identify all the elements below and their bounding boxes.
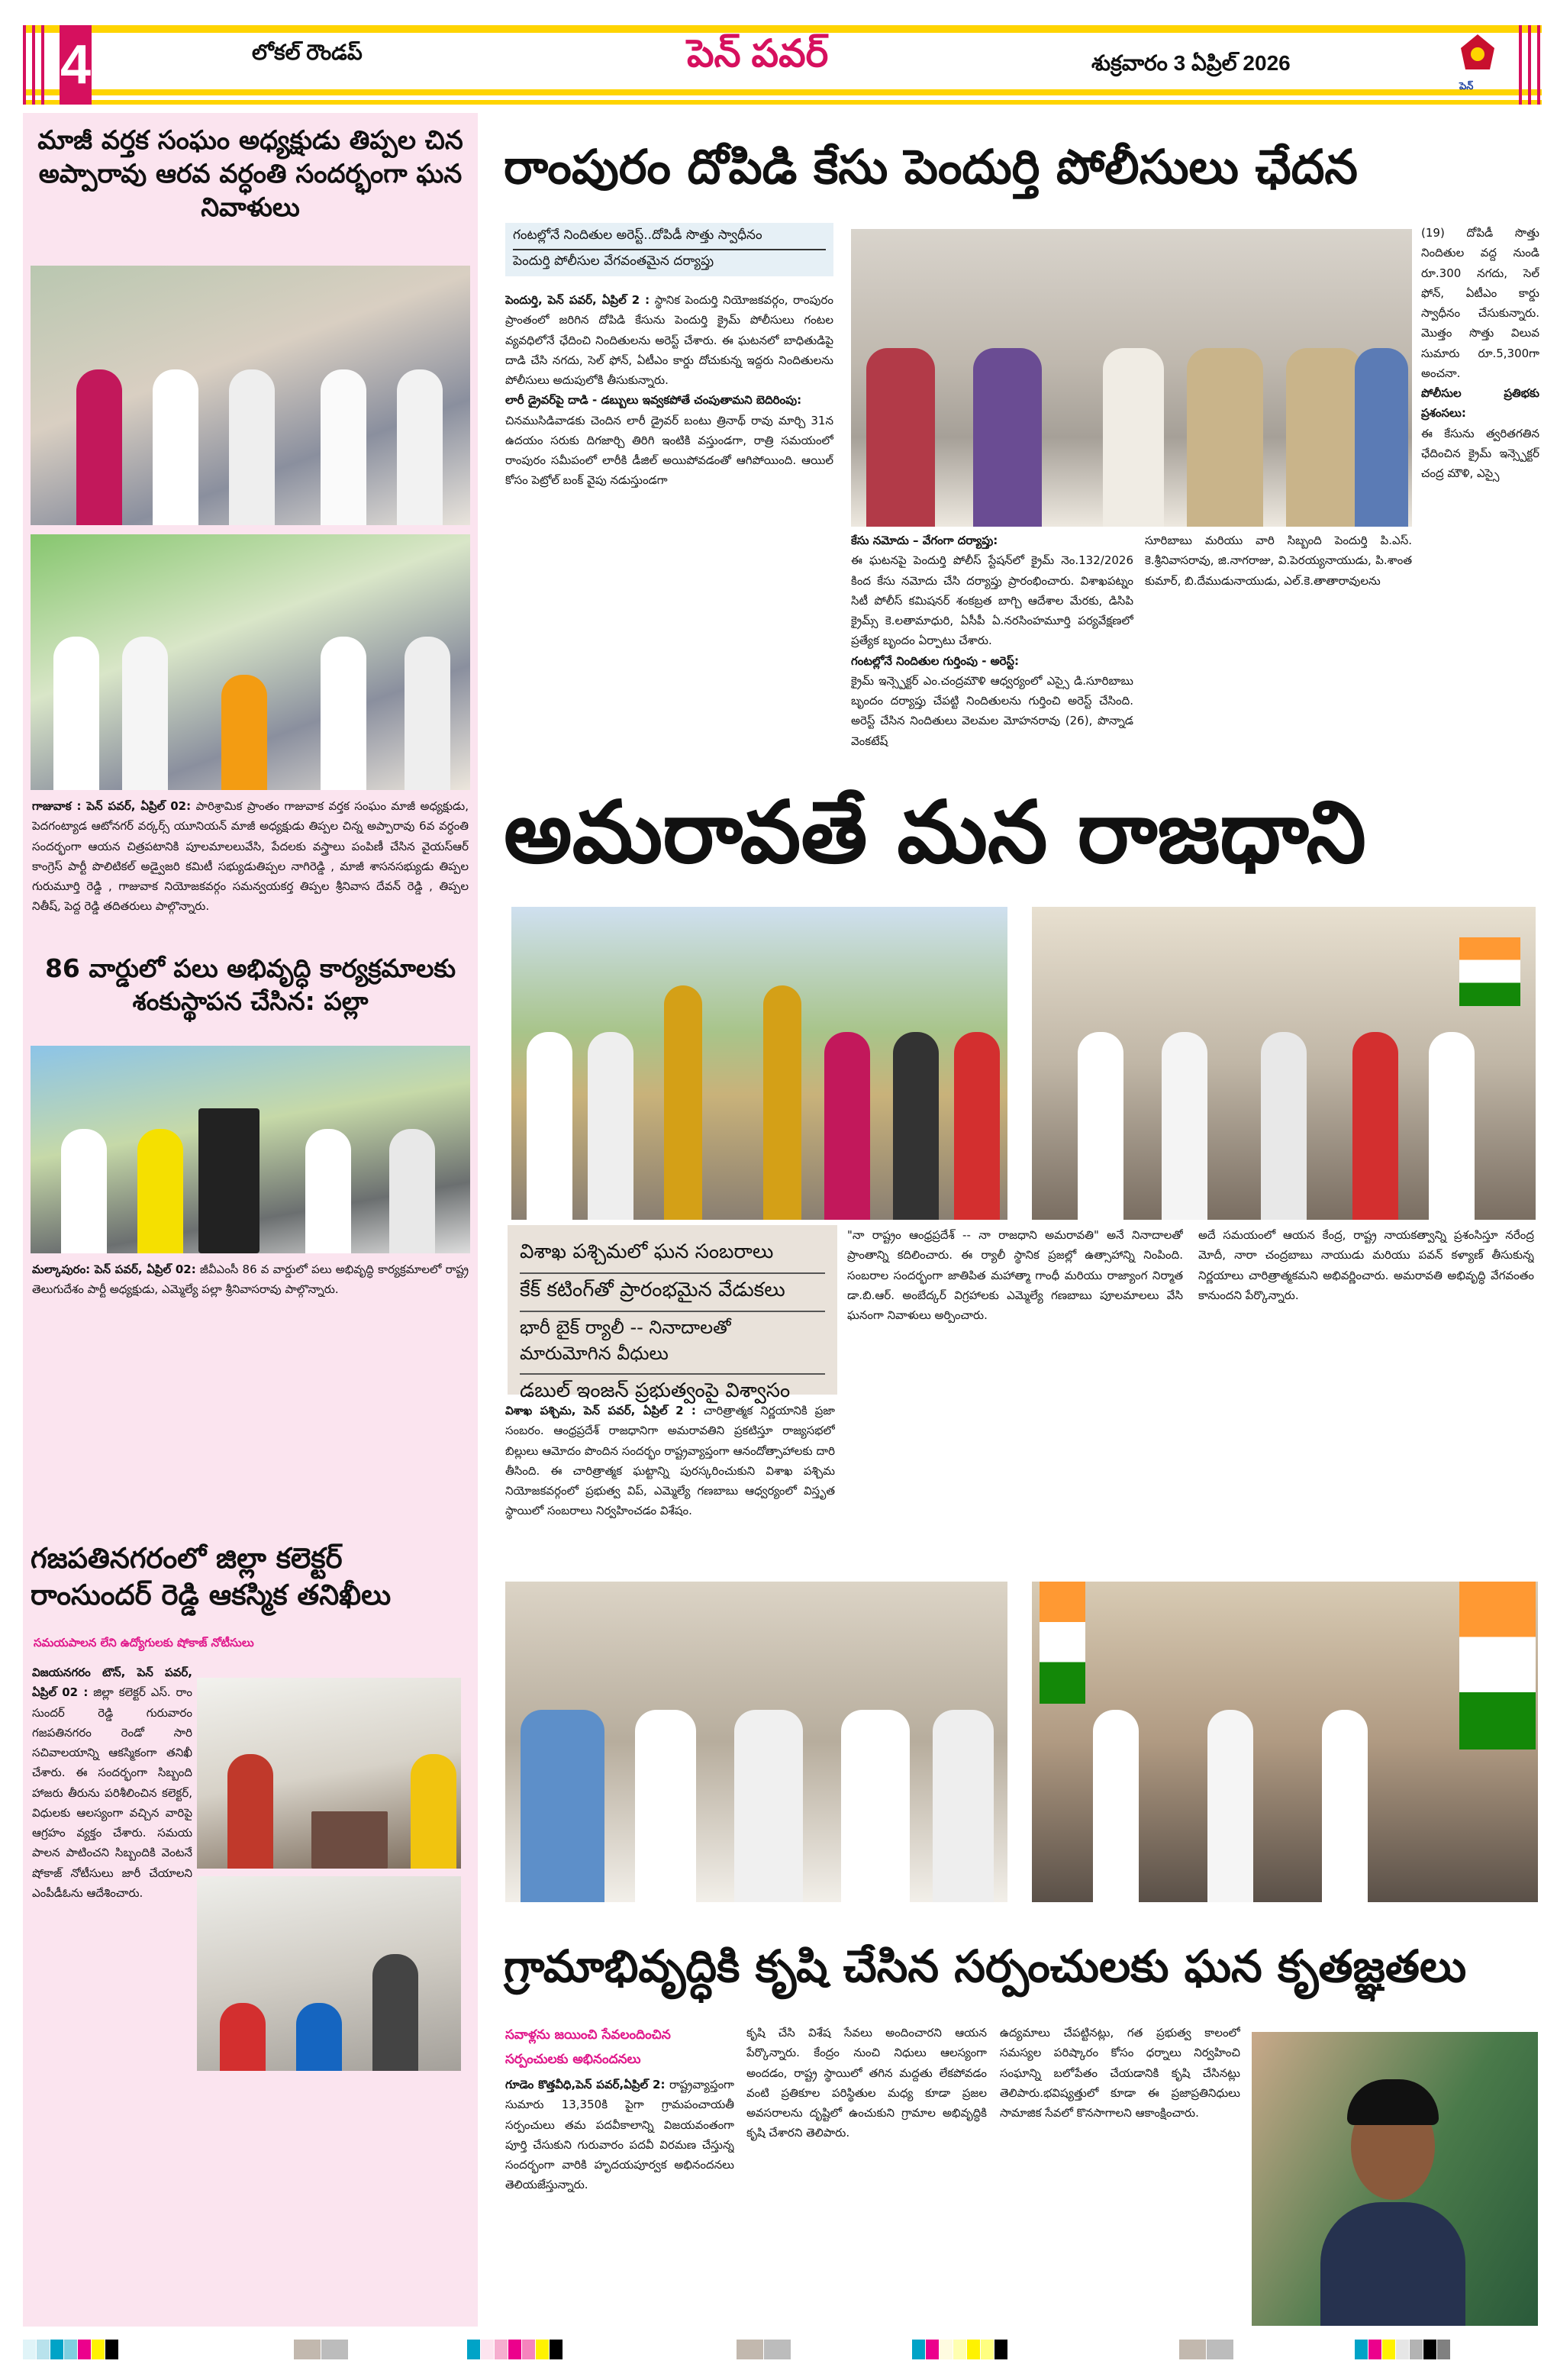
color-swatch xyxy=(64,2340,77,2359)
kicker-collector: సమయపాలన లేని ఉద్యోగులకు షోకాజ్ నోటీసులు xyxy=(34,1636,254,1650)
color-swatch xyxy=(1207,2340,1233,2359)
headline-sarpanch: గ్రామాభివృద్ధికి కృషి చేసిన సర్పంచులకు ఘన కృతజ్ఞతలు xyxy=(504,1940,1467,1992)
color-swatch xyxy=(926,2340,939,2359)
body-text: జిల్లా కలెక్టర్ ఎస్. రాం సుందర్ రెడ్డి గురువారం గజపతినగరం రెండో సారి సచివాలయాన్ని ఆకస్మికంగా తనిఖీ చేశారు. ఈ సందర్భంగా సిబ్బంది హాజరు తీరును పరిశీలించిన కలెక్టర్, విధులకు ఆలస్యంగా వచ్చిన వారిపై ఆగ్రహం వ్యక్తం చేశారు. సమయ పాలన పాటించని సిబ్బందికి వెంటనే షోకాజ్ నోటీసులు జారీ చేయాలని ఎంపీడీఓను ఆదేశించారు. xyxy=(32,1685,192,1900)
dateline: మల్కాపురం: పెన్ పవర్, ఏప్రిల్ 02: xyxy=(32,1263,196,1276)
color-swatch xyxy=(953,2340,966,2359)
section-title: లోకల్ రౌండప్ xyxy=(252,40,363,64)
article-body-amaravati xyxy=(505,1401,835,1569)
dateline: గూడెం కొత్తవీధి,పెన్ పవర్,ఏప్రిల్ 2: xyxy=(505,2078,666,2091)
color-swatch xyxy=(92,2340,105,2359)
color-swatch xyxy=(550,2340,563,2359)
color-swatch xyxy=(536,2340,549,2359)
body-text: "నా రాష్ట్రం ఆంధ్రప్రదేశ్ -- నా రాజధాని అమరావతి" అనే నినాదాలతో ప్రాంతాన్ని కదిలించారు. ఈ ర్యాలీ స్థానిక ప్రజల్లో ఉత్సాహాన్ని నింపింది. సంబరాల సందర్భంగా జాతిపిత మహాత్మా గాంధీ మరియు రాజ్యాంగ నిర్మాత డా.బి.ఆర్. అంబేద్కర్ విగ్రహాలకు ఎమ్మెల్యే గణబాబు పూలమాలలు వేసి ఘనంగా నివాళులు అర్పించారు. xyxy=(847,1228,1183,1322)
article-body-tippala xyxy=(32,796,469,949)
newspaper-title: పెన్ పవర్ xyxy=(687,32,829,75)
subheading: గంటల్లోనే నిందితుల గుర్తింపు - అరెస్ట్: xyxy=(851,653,1020,668)
dateline: గాజువాక : పెన్ పవర్, ఏప్రిల్ 02: xyxy=(32,799,192,813)
issue-date: శుక్రవారం 3 ఏప్రిల్ 2026 xyxy=(1091,51,1291,75)
subheading: లారీ డ్రైవర్‌పై దాడి - డబ్బులు ఇవ్వకపోతే చంపుతామని బెదిరింపు: xyxy=(505,393,802,408)
body-text: క్రైమ్ ఇన్స్పెక్టర్ ఎం.చంద్రమౌళి ఆధ్వర్యంలో ఎస్సై డి.సూరిబాబు బృందం దర్యాప్తు చేపట్టి నిందితులను గుర్తించి అరెస్ట్ చేసింది. అరెస్ట్ చేసిన నిందితులు వెలమల మోహనరావు (26), పొన్నాడ వెంకటేష్ xyxy=(851,673,1133,748)
photo-office-inspection xyxy=(197,1678,461,1869)
color-swatch xyxy=(105,2340,118,2359)
subheading: పోలీసుల ప్రతిభకు ప్రశంసలు: xyxy=(1421,386,1539,421)
color-swatch xyxy=(321,2340,348,2359)
color-swatch xyxy=(940,2340,953,2359)
article-col-sarpanch-3 xyxy=(1000,2023,1240,2320)
color-swatch xyxy=(981,2340,994,2359)
deck-line: డబుల్ ఇంజన్ ప్రభుత్వంపై విశ్వాసం xyxy=(520,1379,791,1402)
color-swatch xyxy=(50,2340,63,2359)
deck-line: పెందుర్తి పోలీసుల వేగవంతమైన దర్యాప్తు xyxy=(513,253,714,269)
article-body-86-ward xyxy=(32,1259,469,1519)
article-body-collector xyxy=(32,1662,192,2334)
color-swatch xyxy=(967,2340,980,2359)
subheading: కేసు నమోదు – వేగంగా దర్యాప్తు: xyxy=(851,534,998,547)
deck-line: భారీ బైక్ ర్యాలీ -- నినాదాలతో మారుమోగిన వీధులు xyxy=(520,1312,825,1375)
headline-86-ward: 86 వార్డులో పలు అభివృద్ధి కార్యక్రమాలకు శంకుస్థాపన చేసిన: పల్లా xyxy=(44,953,456,1016)
body-text: సూరిబాబు మరియు వారి సిబ్బంది పెందుర్తి పి.ఎస్. కె.శ్రీనివాసరావు, జి.నాగరాజు, వి.పెరయ్యనాయుడు, పి.శాంత కుమార్, బి.దేముడునాయుడు, ఎల్.కె.తాతారావులను xyxy=(1145,534,1412,588)
body-text: చారిత్రాత్మక నిర్ణయానికి ప్రజా సంబరం. ఆంధ్రప్రదేశ్ రాజధానిగా అమరావతిని ప్రకటిస్తూ రాజ్యసభలో బిల్లులు ఆమోదం పొందిన సందర్భం రాష్ట్రవ్యాప్తంగా ఆనందోత్సాహాలకు దారి తీసింది. ఈ చారిత్రాత్మక ఘట్టాన్ని పురస్కరించుకుని విశాఖ పశ్చిమ నియోజకవర్గంలో ప్రభుత్వ విప్, ఎమ్మెల్యే గణబాబు ఆధ్వర్యంలో విస్తృత స్థాయిలో సంబరాలు నిర్వహించడం విశేషం. xyxy=(505,1404,835,1518)
dateline: విజయనగరం టౌన్, పెన్ పవర్, ఏప్రిల్ 02 : xyxy=(32,1666,192,1700)
headline-tippala: మాజీ వర్తక సంఘం అధ్యక్షుడు తిప్పల చిన అప్పారావు ఆరవ వర్ధంతి సందర్భంగా ఘన నివాళులు xyxy=(37,125,463,224)
color-swatch xyxy=(23,2340,36,2359)
body-text: (19) దోపిడీ సొత్తు నిందితుల వద్ద నుండి రూ.300 నగదు, సెల్ ఫోన్, ఏటీఎం కార్డు స్వాధీనం చేసుకున్నారు. మొత్తం సొత్తు విలువ సుమారు రూ.5,300గా అంచనా. xyxy=(1421,226,1539,380)
headline-rampuram: రాంపురం దోపిడి కేసు పెందుర్తి పోలీసులు ఛేదన xyxy=(504,139,1358,195)
color-swatch xyxy=(1355,2340,1368,2359)
photo-flag-celebration xyxy=(1032,907,1536,1220)
photo-tributes xyxy=(31,266,470,525)
deck-line: గంటల్లోనే నిందితుల అరెస్ట్..దోపిడీ సొత్తు స్వాధీనం xyxy=(513,227,826,250)
body-text: అదే సమయంలో ఆయన కేంద్ర, రాష్ట్ర నాయకత్వాన్ని ప్రశంసిస్తూ నరేంద్ర మోదీ, నారా చంద్రబాబు నాయుడు మరియు పవన్ కళ్యాణ్ తీసుకున్న నిర్ణయాలు చారిత్రాత్మకమని అభివర్ణించారు. అమరావతి అభివృద్ధి వేగవంతం కానుందని పేర్కొన్నారు. xyxy=(1198,1228,1534,1302)
photo-school-inspection xyxy=(197,1876,461,2071)
color-swatch xyxy=(1410,2340,1423,2359)
color-swatch xyxy=(1423,2340,1436,2359)
color-registration-bar xyxy=(23,2340,119,2359)
deck-line: విశాఖ పశ్చిమలో ఘన సంబరాలు xyxy=(520,1236,825,1274)
headline-amaravati: అమరావతే మన రాజధాని xyxy=(504,783,1366,882)
deck-line: కేక్ కటింగ్‌తో ప్రారంభమైన వేడుకలు xyxy=(520,1274,825,1312)
photo-bike-rally xyxy=(1032,1582,1538,1902)
svg-text:పెన్: పెన్ xyxy=(1459,81,1474,92)
photo-cake-cutting xyxy=(505,1582,1007,1902)
color-swatch xyxy=(481,2340,494,2359)
photo-foundation-stone xyxy=(31,1046,470,1253)
page-number: 4 xyxy=(60,25,92,105)
color-registration-bar xyxy=(1355,2340,1451,2359)
article-col-rampuram-3 xyxy=(1145,531,1412,775)
color-swatch xyxy=(1382,2340,1395,2359)
gray-registration-mark xyxy=(294,2340,349,2359)
body-text: చినముసిడివాడకు చెందిన లారీ డ్రైవర్ బంటు త్రినాథ్ రావు మార్చి 31న ఉదయం సరుకు దిగజార్చి తిరిగి ఇంటికి వస్తుండగా, రాత్రి సమయంలో రాంపురం సమీపంలో లారీకి డీజిల్ అయిపోవడంతో ఆగిపోయింది. ఆయిల్ కోసం పెట్రోల్ బంక్ వైపు నడుస్తుండగా xyxy=(505,413,833,488)
body-text: స్థానిక పెందుర్తి నియోజకవర్గం, రాంపురం ప్రాంతంలో జరిగిన దోపిడి కేసును పెందుర్తి క్రైమ్ పోలీసులు గంటల వ్యవధిలోనే ఛేదించి నిందితులను అరెస్ట్ చేశారు. ఈ ఘటనలో బాధితుడిపై దాడి చేసి నగదు, సెల్ ఫోన్, ఏటీఎం కార్డు దోచుకున్న ఇద్దరు నిందితులను పోలీసులు అదుపులోకి తీసుకున్నారు. xyxy=(505,293,833,387)
newspaper-logo xyxy=(1456,31,1499,95)
article-body-sarpanch xyxy=(505,2075,734,2323)
photo-statue-celebration xyxy=(511,907,1007,1220)
color-swatch xyxy=(1396,2340,1409,2359)
dateline: విశాఖ పశ్చిమ, పెన్ పవర్, ఏప్రిల్ 2 : xyxy=(505,1404,696,1417)
color-swatch xyxy=(522,2340,535,2359)
color-swatch xyxy=(37,2340,50,2359)
article-col-amaravati-3 xyxy=(1198,1225,1534,1569)
color-swatch xyxy=(737,2340,763,2359)
body-text: ఈ ఘటనపై పెందుర్తి పోలీస్ స్టేషన్‌లో క్రైమ్ నెం.132/2026 కింద కేసు నమోదు చేసి దర్యాప్తు ప్రారంభించారు. విశాఖపట్నం సిటీ పోలీస్ కమిషనర్ శంకబ్రత బాగ్చి ఆదేశాల మేరకు, డిసిపి క్రైమ్స్ కె.లతామాధురి, ఏసీపీ ఏ.నరసింహమూర్తి పర్యవేక్షణలో ప్రత్యేక బృందం ఏర్పాటు చేశారు. xyxy=(851,553,1133,648)
photo-police-press-meet xyxy=(851,229,1412,527)
masthead-banner xyxy=(23,25,1542,105)
color-registration-bar xyxy=(912,2340,1008,2359)
article-col-amaravati-2 xyxy=(847,1225,1183,1569)
body-text: పారిశ్రామిక ప్రాంతం గాజువాక వర్తక సంఘం మాజీ అధ్యక్షుడు, పెదగంట్యాడ ఆటోనగర్ వర్కర్స్ యూనియన్ మాజీ అధ్యక్షుడు తిప్పల చిన్న అప్పారావు 6వ వర్ధంతి సందర్భంగా ఆయన చిత్రపటానికి పూలమాలలువేసి, పేదలకు వస్త్రాలు పంపిణీ చేసిన వైయస్ఆర్ కాంగ్రెస్ పార్టీ పొలిటికల్ అడ్వైజరి కమిటీ సభ్యుడుతిప్పల నాగిరెడ్డి , మాజీ శాసనసభ్యుడు తిప్పల గురుమూర్తి రెడ్డి , గాజువాక నియోజకవర్గం సమన్వయకర్త తిప్పల శ్రీనివాస దేవన్ రెడ్డి , తిప్పల నితీష్, పెద్ద రెడ్డి తదితరులు పాల్గొన్నారు. xyxy=(32,799,469,914)
color-swatch xyxy=(467,2340,480,2359)
article-sidebar-rampuram xyxy=(1421,223,1539,772)
color-swatch xyxy=(912,2340,925,2359)
photo-portrait xyxy=(1252,2032,1538,2326)
article-body-rampuram xyxy=(505,290,833,779)
body-text: జీవీఎంసీ 86 వ వార్డులో పలు అభివృద్ధి కార్యక్రమాలలో రాష్ట్ర తెలుగుదేశం పార్టీ అధ్యక్షుడు, ఎమ్మెల్యే పల్లా శ్రీనివాసరావు పాల్గొన్నారు. xyxy=(32,1263,469,1297)
color-swatch xyxy=(78,2340,91,2359)
color-swatch xyxy=(1437,2340,1450,2359)
headline-collector: గజపతినగరంలో జిల్లా కలెక్టర్ రాంసుందర్ రెడ్డి ఆకస్మిక తనిఖీలు xyxy=(31,1542,392,1612)
color-swatch xyxy=(1368,2340,1381,2359)
color-swatch xyxy=(764,2340,791,2359)
color-swatch xyxy=(508,2340,521,2359)
article-col-sarpanch-2 xyxy=(746,2023,987,2320)
color-registration-bar xyxy=(467,2340,563,2359)
dateline: పెందుర్తి, పెన్ పవర్, ఏప్రిల్ 2 : xyxy=(505,293,650,307)
kicker-sarpanch: సవాళ్లను జయించి సేవలందించిన సర్పంచులకు అభినందనలు xyxy=(505,2027,671,2068)
deck-rampuram xyxy=(505,223,833,276)
photo-garlanded-portrait xyxy=(31,534,470,790)
gray-registration-mark xyxy=(737,2340,791,2359)
deck-amaravati xyxy=(508,1225,837,1402)
color-swatch xyxy=(994,2340,1007,2359)
body-text: రాష్ట్రవ్యాప్తంగా సుమారు 13,350కి పైగా గ్రామపంచాయతీ సర్పంచులు తమ పదవీకాలాన్ని విజయవంతంగా పూర్తి చేసుకుని గురువారం పదవీ విరమణ చేస్తున్న సందర్భంగా వారికి హృదయపూర్వక అభినందనలు తెలియజేస్తున్నారు. xyxy=(505,2078,734,2192)
color-swatch xyxy=(495,2340,508,2359)
color-swatch xyxy=(1179,2340,1206,2359)
body-text: ఈ కేసును త్వరితగతిన ఛేదించిన క్రైమ్ ఇన్స్పెక్టర్ చంద్ర మౌళి, ఎస్సై xyxy=(1421,426,1539,480)
gray-registration-mark xyxy=(1179,2340,1234,2359)
body-text: ఉద్యమాలు చేపట్టినట్లు, గత ప్రభుత్వ కాలంలో సమస్యల పరిష్కారం కోసం ధర్నాలు నిర్వహించి సంఘాన్ని బలోపేతం చేయడానికి కృషి చేసినట్లు తెలిపారు.భవిష్యత్తులో కూడా ఈ ప్రజాప్రతినిధులు సామాజిక సేవలో కొనసాగాలని ఆకాంక్షించారు. xyxy=(1000,2026,1240,2120)
color-swatch xyxy=(294,2340,321,2359)
body-text: కృషి చేసి విశేష సేవలు అందించారని ఆయన పేర్కొన్నారు. కేంద్రం నుంచి నిధులు ఆలస్యంగా అందడం, రాష్ట్ర స్థాయిలో తగిన మద్దతు లేకపోవడం వంటి ప్రతికూల పరిస్థితుల మధ్య కూడా ప్రజల అవసరాలను దృష్టిలో ఉంచుకుని గ్రామాల అభివృద్ధికి కృషి చేశారని తెలిపారు. xyxy=(746,2026,987,2140)
left-column xyxy=(23,113,478,2327)
article-col-rampuram-2 xyxy=(851,531,1133,775)
